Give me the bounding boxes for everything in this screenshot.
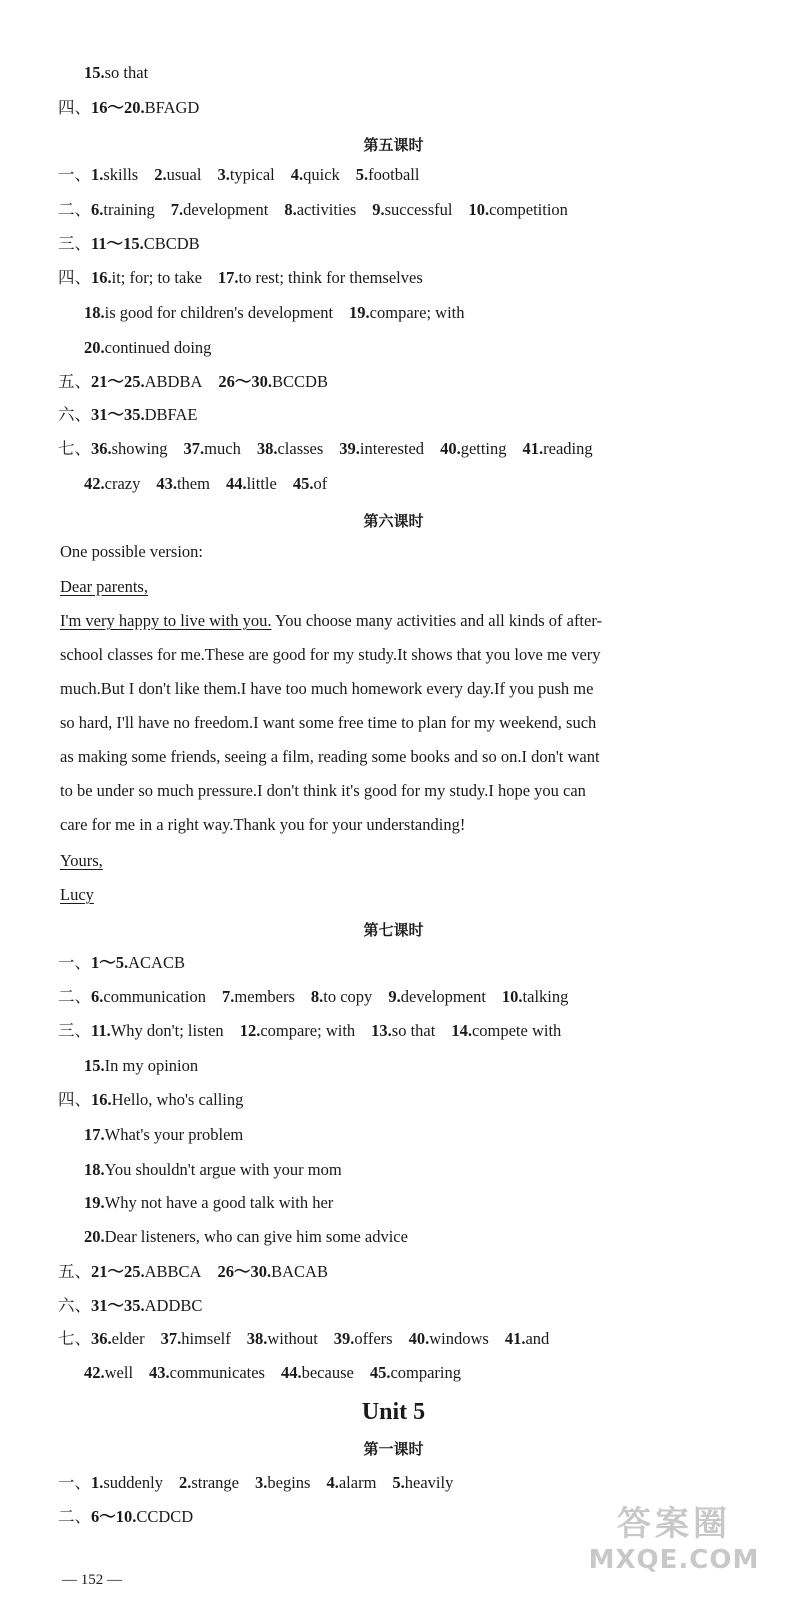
answer-item [255, 1472, 310, 1494]
answer-line [0, 986, 787, 1008]
answer-line [0, 1089, 787, 1111]
answer-text: interested [359, 439, 425, 458]
essay-line [0, 576, 787, 598]
question-number: 26～30. [218, 372, 273, 391]
question-number: 41. [522, 439, 544, 458]
answer-text: ABBCA [144, 1262, 202, 1281]
answer-item [91, 1261, 201, 1283]
answer-item [84, 1362, 133, 1384]
section-number: 四、 [58, 268, 91, 287]
answer-text: CCDCD [136, 1507, 194, 1526]
essay-text: as making some friends, seeing a film, reading some books and so on.I don't want [60, 747, 600, 766]
question-number: 16. [91, 1090, 112, 1109]
answer-item [91, 404, 198, 426]
section-number: 一、 [58, 165, 91, 184]
answer-text: BFAGD [144, 98, 200, 117]
question-number: 11. [91, 1021, 111, 1040]
answer-item [179, 1472, 239, 1494]
answer-text: typical [229, 165, 275, 184]
answer-item [91, 199, 155, 221]
essay-text: school classes for me.These are good for my study.It shows that you love me very [60, 645, 601, 664]
question-number: 18. [84, 303, 105, 322]
underlined-text: Lucy [60, 885, 94, 904]
answer-item [291, 164, 340, 186]
answer-text: You shouldn't argue with your mom [104, 1160, 342, 1179]
answer-text: crazy [104, 474, 141, 493]
answer-text: reading [543, 439, 593, 458]
answer-text: Why don't; listen [110, 1021, 224, 1040]
answer-text: suddenly [103, 1473, 163, 1492]
answer-text: well [104, 1363, 134, 1382]
answer-item [91, 267, 202, 289]
answer-item [349, 302, 464, 324]
answer-text: football [368, 165, 420, 184]
answer-text: comparing [390, 1363, 462, 1382]
answer-text: competition [489, 200, 568, 219]
answer-item [91, 1020, 224, 1042]
answer-item [281, 1362, 354, 1384]
answer-text: What's your problem [104, 1125, 244, 1144]
section-heading: 第一课时 [363, 1440, 424, 1458]
answer-text: to rest; think for themselves [238, 268, 423, 287]
essay-text: so hard, I'll have no freedom.I want some free time to plan for my weekend, such [60, 713, 597, 732]
answer-text: classes [277, 439, 324, 458]
answer-item [84, 302, 333, 324]
answer-item [84, 473, 140, 495]
answer-line [0, 267, 787, 289]
answer-text: members [234, 987, 295, 1006]
question-number: 21～25. [91, 1262, 145, 1281]
question-number: 37. [160, 1329, 182, 1348]
answer-item [293, 473, 327, 495]
answer-text: successful [384, 200, 453, 219]
essay-text: You choose many activities and all kinds of after- [271, 611, 602, 630]
question-number: 42. [84, 1363, 105, 1382]
answer-item [523, 438, 593, 460]
answer-item [468, 199, 567, 221]
answer-text: DBFAE [144, 405, 198, 424]
question-number: 44. [225, 474, 247, 493]
question-number: 31～35. [91, 405, 145, 424]
question-number: 5. [392, 1473, 405, 1492]
answer-text: alarm [338, 1473, 377, 1492]
section-number: 五、 [58, 1262, 91, 1281]
question-number: 12. [239, 1021, 261, 1040]
answer-text: heavily [404, 1473, 454, 1492]
answer-text: it; for; to take [111, 268, 202, 287]
question-number: 9. [372, 200, 385, 219]
essay-text: much.But I don't like them.I have too much homework every day.If you push me [60, 679, 594, 698]
answer-line [0, 62, 787, 84]
answer-line [0, 371, 787, 393]
section-number: 一、 [58, 1473, 91, 1492]
question-number: 6. [91, 200, 104, 219]
essay-line [0, 884, 787, 906]
essay-line [0, 746, 787, 768]
section-number: 四、 [58, 98, 91, 117]
answer-item [91, 1506, 193, 1528]
question-number: 8. [284, 200, 297, 219]
question-number: 45. [369, 1363, 391, 1382]
answer-item [91, 952, 185, 974]
essay-line [0, 780, 787, 802]
essay-line [0, 678, 787, 700]
answer-item [409, 1328, 489, 1350]
answer-text: In my opinion [104, 1056, 199, 1075]
answer-item [84, 1159, 342, 1181]
question-number: 36. [91, 439, 112, 458]
question-number: 26～30. [217, 1262, 272, 1281]
answer-line [0, 199, 787, 221]
answer-item [91, 1472, 163, 1494]
question-number: 42. [84, 474, 105, 493]
answer-item [218, 371, 328, 393]
answer-line [0, 164, 787, 186]
answer-item [247, 1328, 318, 1350]
answer-text: is good for children's development [104, 303, 334, 322]
answer-item [371, 1020, 435, 1042]
question-number: 40. [408, 1329, 430, 1348]
answer-line [0, 1055, 787, 1077]
answer-text: compare; with [260, 1021, 356, 1040]
question-number: 18. [84, 1160, 105, 1179]
question-number: 4. [326, 1473, 339, 1492]
answer-item [334, 1328, 393, 1350]
answer-text: windows [429, 1329, 489, 1348]
section-number: 四、 [58, 1090, 91, 1109]
answer-text: without [267, 1329, 318, 1348]
answer-item [91, 1295, 202, 1317]
answer-item [240, 1020, 355, 1042]
answer-item [156, 473, 210, 495]
answer-line [0, 1472, 787, 1494]
answer-item [284, 199, 356, 221]
question-number: 19. [349, 303, 370, 322]
answer-line [0, 97, 787, 119]
answer-text: strange [191, 1473, 239, 1492]
answer-text: Dear listeners, who can give him some advice [104, 1227, 408, 1246]
section-heading: 第七课时 [363, 921, 424, 939]
answer-line [0, 1159, 787, 1181]
section-number: 五、 [58, 372, 91, 391]
question-number: 10. [501, 987, 523, 1006]
section-number: 七、 [58, 1329, 91, 1348]
question-number: 39. [339, 439, 360, 458]
section-number: 一、 [58, 953, 91, 972]
answer-item [257, 438, 323, 460]
question-number: 15. [84, 63, 105, 82]
answer-text: activities [296, 200, 357, 219]
answer-text: talking [522, 987, 569, 1006]
answer-text: ABDBA [144, 372, 203, 391]
question-number: 5. [355, 165, 369, 184]
answer-text: skills [103, 165, 139, 184]
answer-line [0, 233, 787, 255]
answer-item [502, 986, 568, 1008]
answer-item [84, 1192, 333, 1214]
answer-text: of [313, 474, 328, 493]
answer-line [0, 473, 787, 495]
question-number: 36. [91, 1329, 112, 1348]
question-number: 20. [84, 338, 105, 357]
answer-item [440, 438, 506, 460]
answer-item [370, 1362, 461, 1384]
answer-item [84, 337, 211, 359]
answer-item [91, 97, 199, 119]
answer-item [91, 164, 138, 186]
answer-item [91, 371, 202, 393]
answer-item [149, 1362, 265, 1384]
answer-item [91, 1328, 145, 1350]
section-number: 二、 [58, 1507, 91, 1526]
answer-item [154, 164, 201, 186]
watermark-bottom-text: MXQE.COM [588, 1545, 760, 1575]
question-number: 4. [290, 165, 304, 184]
question-number: 16. [91, 268, 112, 287]
question-number: 17. [84, 1125, 105, 1144]
question-number: 41. [504, 1329, 526, 1348]
question-number: 2. [154, 165, 167, 184]
answer-item [392, 1472, 453, 1494]
watermark-top-text: 答案圈 [617, 1504, 731, 1544]
answer-line [0, 302, 787, 324]
answer-text: showing [111, 439, 168, 458]
answer-line [0, 1328, 787, 1350]
answer-line [0, 1362, 787, 1384]
section-heading: 第五课时 [363, 136, 424, 154]
question-number: 31～35. [91, 1296, 145, 1315]
question-number: 3. [255, 1473, 268, 1492]
section-number: 二、 [58, 200, 91, 219]
answer-item [217, 1261, 327, 1283]
answer-text: Why not have a good talk with her [104, 1193, 334, 1212]
question-number: 37. [183, 439, 205, 458]
answer-text: so that [104, 63, 149, 82]
answer-text: communicates [169, 1363, 265, 1382]
answer-line [0, 1226, 787, 1248]
answer-text: ADDBC [144, 1296, 203, 1315]
answer-text: BACAB [271, 1262, 328, 1281]
answer-text: so that [391, 1021, 436, 1040]
answer-text: communication [103, 987, 207, 1006]
answer-text: continued doing [104, 338, 212, 357]
question-number: 43. [149, 1363, 170, 1382]
question-number: 13. [371, 1021, 392, 1040]
answer-item [91, 233, 200, 255]
answer-line [0, 438, 787, 460]
answer-item [226, 473, 277, 495]
essay-text: care for me in a right way.Thank you for your understanding! [60, 815, 466, 834]
answer-item [84, 1226, 408, 1248]
answer-item [91, 438, 168, 460]
answer-text: himself [181, 1329, 231, 1348]
question-number: 15. [84, 1056, 105, 1075]
essay-line [0, 644, 787, 666]
answer-item [311, 986, 372, 1008]
question-number: 2. [178, 1473, 192, 1492]
question-number: 40. [440, 439, 461, 458]
answer-text: begins [267, 1473, 311, 1492]
answer-text: little [246, 474, 277, 493]
answer-text: development [183, 200, 269, 219]
answer-text: compare; with [369, 303, 465, 322]
answer-text: BCCDB [272, 372, 328, 391]
question-number: 16～20. [91, 98, 145, 117]
question-number: 7. [170, 200, 184, 219]
answer-item [84, 1124, 243, 1146]
answer-item [451, 1020, 561, 1042]
underlined-text: Dear parents, [60, 577, 148, 596]
answer-item [91, 986, 206, 1008]
answer-line [0, 952, 787, 974]
question-number: 38. [246, 1329, 268, 1348]
answer-item [91, 1089, 243, 1111]
question-number: 8. [310, 987, 324, 1006]
question-number: 19. [84, 1193, 105, 1212]
answer-text: and [525, 1329, 550, 1348]
section-number: 六、 [58, 405, 91, 424]
question-number: 38. [256, 439, 278, 458]
watermark-logo [579, 1496, 769, 1592]
answer-text: elder [111, 1329, 145, 1348]
underlined-text: I'm very happy to live with you. [60, 611, 272, 630]
question-number: 44. [280, 1363, 302, 1382]
essay-line [0, 850, 787, 872]
answer-item [217, 164, 274, 186]
essay-text: One possible version: [60, 542, 203, 561]
answer-text: CBCDB [143, 234, 200, 253]
question-number: 43. [156, 474, 177, 493]
answer-line [0, 1124, 787, 1146]
question-number: 7. [222, 987, 235, 1006]
answer-item [372, 199, 452, 221]
section-number: 二、 [58, 987, 91, 1006]
answer-item [84, 62, 148, 84]
answer-text: training [103, 200, 155, 219]
question-number: 1. [91, 165, 104, 184]
section-number: 七、 [58, 439, 91, 458]
answer-item [356, 164, 420, 186]
essay-line [0, 610, 787, 632]
answer-text: them [176, 474, 210, 493]
answer-text: quick [303, 165, 340, 184]
question-number: 14. [451, 1021, 472, 1040]
answer-item [222, 986, 295, 1008]
answer-item [339, 438, 424, 460]
answer-item [161, 1328, 231, 1350]
answer-line [0, 1192, 787, 1214]
question-number: 21～25. [91, 372, 145, 391]
question-number: 20. [84, 1227, 105, 1246]
section-number: 三、 [58, 234, 91, 253]
section-heading: 第六课时 [363, 512, 424, 530]
question-number: 45. [292, 474, 314, 493]
question-number: 6. [91, 987, 104, 1006]
answer-item [218, 267, 423, 289]
answer-item [184, 438, 241, 460]
answer-text: development [400, 987, 486, 1006]
answer-item [505, 1328, 549, 1350]
page-number: — 152 — [62, 1572, 122, 1588]
section-number: 六、 [58, 1296, 91, 1315]
question-number: 1. [91, 1473, 104, 1492]
answer-line [0, 1020, 787, 1042]
question-number: 3. [217, 165, 230, 184]
essay-line [0, 541, 787, 563]
answer-item [388, 986, 486, 1008]
answer-text: ACACB [128, 953, 185, 972]
underlined-text: Yours, [60, 851, 103, 870]
answer-text: compete with [471, 1021, 562, 1040]
question-number: 6～10. [91, 1507, 137, 1526]
answer-item [84, 1055, 198, 1077]
unit-title: Unit 5 [361, 1399, 426, 1425]
question-number: 10. [468, 200, 490, 219]
answer-text: much [204, 439, 241, 458]
answer-text: offers [354, 1329, 393, 1348]
question-number: 39. [333, 1329, 355, 1348]
answer-item [326, 1472, 376, 1494]
answer-line [0, 1295, 787, 1317]
answer-text: because [301, 1363, 354, 1382]
answer-line [0, 337, 787, 359]
answer-line [0, 1261, 787, 1283]
question-number: 11～15. [91, 234, 144, 253]
answer-text: Hello, who's calling [111, 1090, 244, 1109]
essay-text: to be under so much pressure.I don't think it's good for my study.I hope you can [60, 781, 586, 800]
answer-text: getting [460, 439, 507, 458]
question-number: 1～5. [91, 953, 129, 972]
answer-item [171, 199, 269, 221]
essay-line [0, 814, 787, 836]
question-number: 9. [388, 987, 401, 1006]
essay-line [0, 712, 787, 734]
question-number: 17. [217, 268, 239, 287]
section-number: 三、 [58, 1021, 91, 1040]
answer-line [0, 404, 787, 426]
answer-text: usual [166, 165, 202, 184]
answer-text: to copy [323, 987, 373, 1006]
